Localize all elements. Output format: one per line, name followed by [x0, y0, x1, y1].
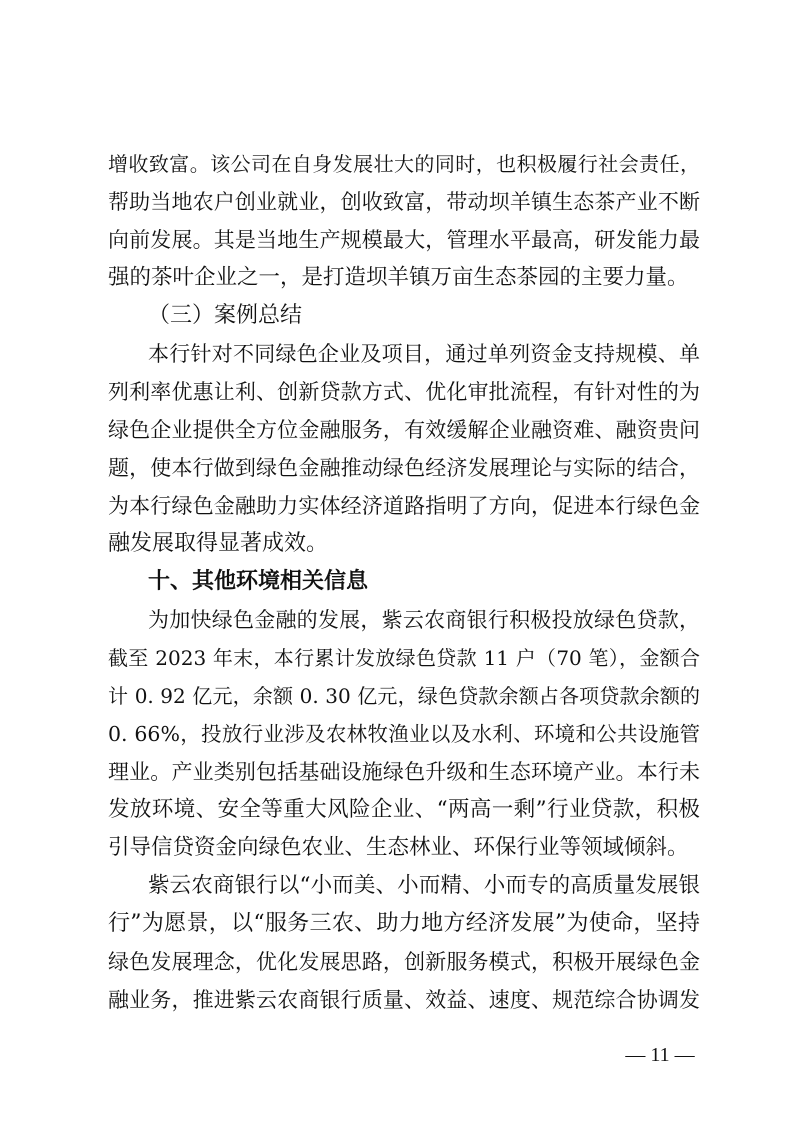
paragraph-line: 引导信贷资金向绿色农业、生态林业、环保行业等领域倾斜。	[108, 835, 689, 860]
paragraph-line: 绿色企业提供全方位金融服务，有效缓解企业融资难、融资贵问	[108, 418, 700, 442]
paragraph-line: 绿色发展理念，优化发展思路，创新服务模式，积极开展绿色金	[108, 950, 700, 974]
paragraph-line: 列利率优惠让利、创新贷款方式、优化审批流程，有针对性的为	[108, 380, 700, 404]
paragraph-line: 融发展取得显著成效。	[108, 531, 329, 556]
paragraph-line: 发放环境、安全等重大风险企业、“两高一剩”行业贷款，积极	[108, 797, 700, 822]
page-number: — 11 —	[625, 1044, 695, 1066]
paragraph-line: 为加快绿色金融的发展，紫云农商银行积极投放绿色贷款，	[148, 608, 700, 632]
paragraph-line: 帮助当地农户创业就业，创收致富，带动坝羊镇生态茶产业不断	[108, 190, 700, 214]
paragraph-line: 强的茶叶企业之一，是打造坝羊镇万亩生态茶园的主要力量。	[108, 265, 689, 290]
paragraph-line: 本行针对不同绿色企业及项目，通过单列资金支持规模、单	[148, 342, 700, 366]
paragraph-line: 增收致富。该公司在自身发展壮大的同时，也积极履行社会责任，	[108, 152, 700, 176]
section-subheading: （三）案例总结	[148, 303, 303, 328]
paragraph-line: 题，使本行做到绿色金融推动绿色经济发展理论与实际的结合，	[108, 456, 700, 480]
paragraph-line: 向前发展。其是当地生产规模最大，管理水平最高，研发能力最	[108, 228, 700, 252]
section-heading: 十、其他环境相关信息	[148, 569, 369, 594]
paragraph-line: 截至 2023 年末，本行累计发放绿色贷款 11 户（70 笔），金额合	[108, 646, 700, 670]
paragraph-line: 紫云农商银行以“小而美、小而精、小而专的高质量发展银	[148, 873, 700, 898]
paragraph-line: 行”为愿景，以“服务三农、助力地方经济发展”为使命，坚持	[108, 911, 700, 936]
paragraph-line: 理业。产业类别包括基础设施绿色升级和生态环境产业。本行未	[108, 760, 700, 784]
paragraph-line: 融业务，推进紫云农商银行质量、效益、速度、规范综合协调发	[108, 988, 700, 1012]
paragraph-line: 为本行绿色金融助力实体经济道路指明了方向，促进本行绿色金	[108, 494, 700, 518]
paragraph-line: 计 0. 92 亿元，余额 0. 30 亿元，绿色贷款余额占各项贷款余额的	[108, 684, 700, 708]
paragraph-line: 0. 66%，投放行业涉及农林牧渔业以及水利、环境和公共设施管	[108, 722, 700, 746]
